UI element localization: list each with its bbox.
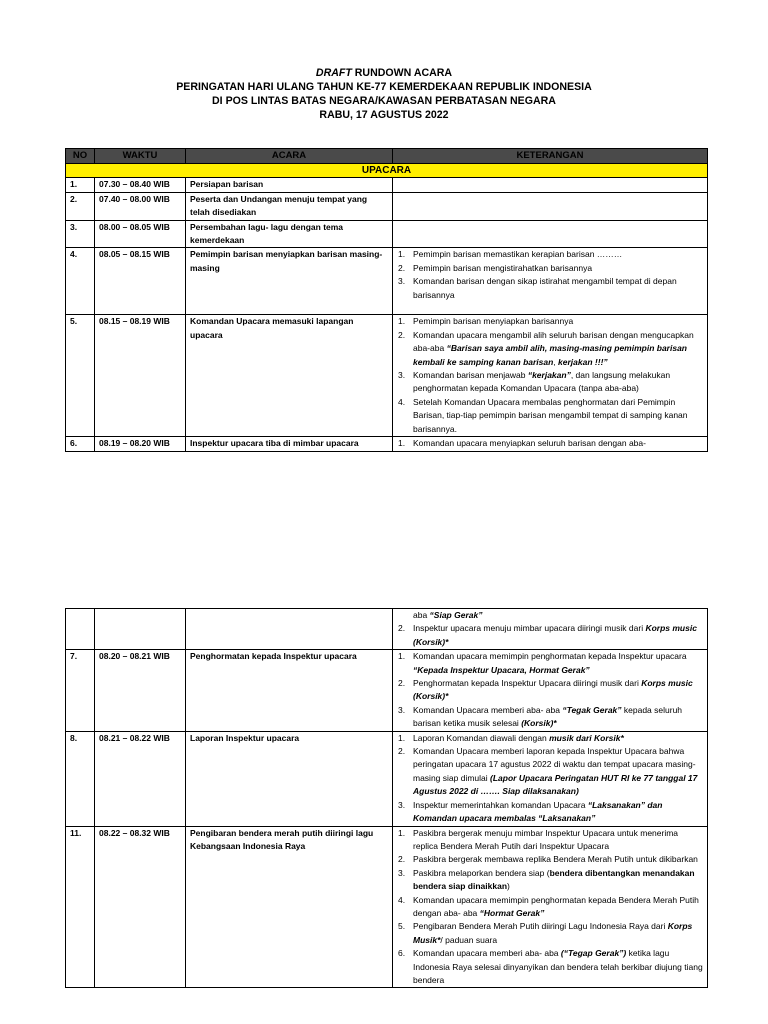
rundown-table-page-2 xyxy=(65,608,708,988)
list-item-text: Paskibra bergerak membawa replika Bendera Merah Putih untuk dikibarkan xyxy=(413,854,698,865)
list-item-text: Setelah Komandan Upacara membalas penghormatan dari Pemimpin Barisan, tiap-tiap pemimpin barisan mengambil tempat di samping kanan barisannya. xyxy=(413,396,688,434)
draft-label: DRAFT xyxy=(315,67,352,79)
row-acara: Pengibaran bendera merah putih diiringi lagu Kebangsaan Indonesia Raya xyxy=(186,826,393,988)
list-item-text: , xyxy=(553,356,559,367)
command-text: (“Tegap Gerak”) xyxy=(560,948,627,959)
list-item: 2. Komandan upacara mengambil alih seluruh barisan dengan mengucapkan aba-aba “Barisan saya ambil alih, masing-masing pemimpin barisan kembali ke samping kanan barisan, kerjakan !!!” xyxy=(398,329,694,367)
row-acara: Peserta dan Undangan menuju tempat yang telah disediakan xyxy=(186,192,393,220)
command-text: (Korsik)* xyxy=(521,718,557,729)
section-row xyxy=(66,164,708,178)
table-row xyxy=(66,315,708,437)
row-no: 3. xyxy=(66,220,95,248)
command-text: Korps music (Korsik)* xyxy=(413,623,697,647)
rundown-table-page-1 xyxy=(65,148,708,452)
column-header-waktu: WAKTU xyxy=(95,149,186,164)
command-text: “Kepada Inspektur Upacara, Hormat Gerak” xyxy=(413,664,590,675)
list-item-text: Pemimpin barisan mengistirahatkan barisannya xyxy=(413,262,593,273)
table-row xyxy=(66,437,708,451)
row-no: 1. xyxy=(66,178,95,192)
list-item-text: Penghormatan kepada Inspektur Upacara diiringi musik dari xyxy=(413,678,642,689)
command-text: “kerjakan” xyxy=(527,370,571,381)
command-text: kerjakan !!!” xyxy=(558,356,608,367)
list-item: 2. Komandan Upacara memberi laporan kepada Inspektur Upacara bahwa peringatan upacara 17 agustus 2022 di waktu dan tempat upacara masing- masing siap dimulai (Lapor Upacara Peringatan HUT RI ke 77 tanggal 17 Agustus 2022 di ……. Siap dilaksanakan) xyxy=(398,746,698,797)
list-item-text: Komandan upacara memimpin penghormatan kepada Inspektur upacara xyxy=(413,651,687,662)
list-item-text: aba xyxy=(413,610,430,620)
list-item-text: Komandan Upacara memberi laporan kepada Inspektur Upacara bahwa peringatan upacara 17 agustus 2022 di waktu dan tempat upacara masing- masing siap dimulai xyxy=(413,746,696,783)
row-keterangan xyxy=(393,220,708,248)
row-waktu: 08.22 – 08.32 WIB xyxy=(95,826,186,988)
document-title xyxy=(0,66,768,122)
row-keterangan xyxy=(393,437,708,451)
row-no: 7. xyxy=(66,650,95,731)
row-keterangan xyxy=(393,609,708,650)
row-keterangan xyxy=(393,248,708,315)
column-header-keterangan: KETERANGAN xyxy=(393,149,708,164)
row-waktu: 08.00 – 08.05 WIB xyxy=(95,220,186,248)
row-waktu: 07.40 – 08.00 WIB xyxy=(95,192,186,220)
table-row xyxy=(66,192,708,220)
row-acara: Penghormatan kepada Inspektur upacara xyxy=(186,650,393,731)
row-acara: Persembahan lagu- lagu dengan tema kemerdekaan xyxy=(186,220,393,248)
row-no: 6. xyxy=(66,437,95,451)
list-item-text: Paskibra melaporkan bendera siap ( xyxy=(413,867,550,878)
row-keterangan xyxy=(393,178,708,192)
list-item: 2. Paskibra bergerak membawa replika Bendera Merah Putih untuk dikibarkan xyxy=(398,854,698,865)
list-item: 3. Komandan barisan menjawab “kerjakan”, dan langsung melakukan penghormatan kepada Komandan Upacara (tanpa aba-aba) xyxy=(398,370,671,394)
list-item: 3. Paskibra melaporkan bendera siap (bendera dibentangkan menandakan bendera siap dinaikkan) xyxy=(398,867,695,892)
table-row xyxy=(66,609,708,650)
list-item: 6. Komandan upacara memberi aba- aba (“Tegap Gerak”) ketika lagu Indonesia Raya selesai dinyanyikan dan bendera telah berkibar diujung tiang bendera xyxy=(398,948,703,985)
list-item: 2. Inspektur upacara menuju mimbar upacara diiringi musik dari Korps music (Korsik)* xyxy=(398,623,697,647)
row-keterangan xyxy=(393,731,708,826)
command-text: “Tegak Gerak” xyxy=(562,704,622,715)
list-item: 4. Komandan upacara memimpin penghormatan kepada Bendera Merah Putih dengan aba- aba “Hormat Gerak” xyxy=(398,894,699,918)
row-no: 8. xyxy=(66,731,95,826)
column-header-no: NO xyxy=(66,149,95,164)
list-item: 3. Komandan barisan dengan sikap istirahat mengambil tempat di depan barisannya xyxy=(398,276,677,300)
row-waktu: 08.20 – 08.21 WIB xyxy=(95,650,186,731)
list-item: 4. Setelah Komandan Upacara membalas penghormatan dari Pemimpin Barisan, tiap-tiap pemimpin barisan mengambil tempat di samping kanan barisannya. xyxy=(398,396,688,434)
command-text: Korps Musik* xyxy=(413,921,693,945)
list-item-text: Komandan barisan menjawab xyxy=(413,370,528,381)
column-header-acara: ACARA xyxy=(186,149,393,164)
list-item: 1. Paskibra bergerak menuju mimbar Inspektur Upacara untuk menerima replica Bendera Merah Putih dari Inspektur Upacara xyxy=(398,827,679,851)
list-item-text: Komandan barisan dengan sikap istirahat mengambil tempat di depan barisannya xyxy=(413,276,677,300)
list-item: 3. Inspektur memerintahkan komandan Upacara “Laksanakan” dan Komandan upacara membalas “Laksanakan” xyxy=(398,799,663,824)
table-row xyxy=(66,731,708,826)
list-item-text: ) xyxy=(507,881,510,892)
title-line-2: PERINGATAN HARI ULANG TAHUN KE-77 KEMERDEKAAN REPUBLIK INDONESIA xyxy=(176,81,592,93)
table-row xyxy=(66,220,708,248)
row-acara: Persiapan barisan xyxy=(186,178,393,192)
list-item xyxy=(397,609,703,622)
row-no: 2. xyxy=(66,192,95,220)
row-waktu: 07.30 – 08.40 WIB xyxy=(95,178,186,192)
row-keterangan xyxy=(393,192,708,220)
row-keterangan xyxy=(393,650,708,731)
table-row xyxy=(66,650,708,731)
list-item: 1. Komandan upacara menyiapkan seluruh barisan dengan aba- xyxy=(398,438,646,449)
list-item: 2. Pemimpin barisan mengistirahatkan barisannya xyxy=(398,262,593,273)
list-item-text: ketika lagu Indonesia Raya selesai dinyanyikan dan bendera telah berkibar diujung tiang bendera xyxy=(413,948,703,985)
row-keterangan xyxy=(393,315,708,437)
list-item-text: Komandan upacara memimpin penghormatan kepada Bendera Merah Putih dengan aba- aba xyxy=(413,894,699,918)
title-line-1: RUNDOWN ACARA xyxy=(351,67,453,79)
row-acara: Komandan Upacara memasuki lapangan upacara xyxy=(186,315,393,437)
row-no: 4. xyxy=(66,248,95,315)
row-no: 11. xyxy=(66,826,95,988)
row-no: 5. xyxy=(66,315,95,437)
table-row xyxy=(66,826,708,988)
list-item-text: Komandan upacara memberi aba- aba xyxy=(413,948,561,959)
row-acara: Inspektur upacara tiba di mimbar upacara xyxy=(186,437,393,451)
row-keterangan xyxy=(393,826,708,988)
list-item-text: Inspektur upacara menuju mimbar upacara diiringi musik dari xyxy=(413,623,646,634)
command-text: Korps music (Korsik)* xyxy=(413,678,693,702)
command-text: “Siap Gerak” xyxy=(429,610,483,620)
list-item-text: Pemimpin barisan menyiapkan barisannya xyxy=(413,316,574,327)
command-text: “Hormat Gerak” xyxy=(479,907,545,918)
row-waktu: 08.19 – 08.20 WIB xyxy=(95,437,186,451)
row-waktu: 08.21 – 08.22 WIB xyxy=(95,731,186,826)
emphasis-text: bendera dibentangkan menandakan bendera siap dinaikkan xyxy=(413,867,695,892)
list-item-text: kepada seluruh barisan ketika musik selesai xyxy=(413,704,683,729)
list-item-text: Komandan upacara mengambil alih seluruh barisan dengan mengucapkan aba-aba xyxy=(413,329,694,354)
list-item-text: / paduan suara xyxy=(440,934,498,945)
list-item-text: Laporan Komandan diawali dengan xyxy=(413,732,550,743)
list-item-text: Pemimpin barisan memastikan kerapian barisan ……… xyxy=(413,249,623,260)
command-text: musik dari Korsik* xyxy=(549,732,624,743)
list-item-text: Inspektur memerintahkan komandan Upacara xyxy=(413,799,588,810)
list-item: 1. Pemimpin barisan memastikan kerapian barisan ……… xyxy=(398,249,623,260)
table-row xyxy=(66,248,708,315)
row-waktu: 08.15 – 08.19 WIB xyxy=(95,315,186,437)
row-waktu: 08.05 – 08.15 WIB xyxy=(95,248,186,315)
list-item-text: , dan langsung melakukan penghormatan kepada Komandan Upacara (tanpa aba-aba) xyxy=(413,370,671,394)
list-item: 1. Pemimpin barisan menyiapkan barisannya xyxy=(398,316,574,327)
row-acara: Pemimpin barisan menyiapkan barisan masing-masing xyxy=(186,248,393,315)
table-header-row xyxy=(66,149,708,164)
list-item: 2. Penghormatan kepada Inspektur Upacara diiringi musik dari Korps music (Korsik)* xyxy=(398,678,693,702)
list-item-text: Paskibra bergerak menuju mimbar Inspektur Upacara untuk menerima replica Bendera Merah Putih dari Inspektur Upacara xyxy=(413,827,679,851)
title-line-3: DI POS LINTAS BATAS NEGARA/KAWASAN PERBATASAN NEGARA xyxy=(212,95,556,107)
row-acara: Laporan Inspektur upacara xyxy=(186,731,393,826)
list-item: 3. Komandan Upacara memberi aba- aba “Tegak Gerak” kepada seluruh barisan ketika musik selesai (Korsik)* xyxy=(398,704,683,729)
command-text: “Barisan saya ambil alih, masing-masing pemimpin barisan kembali ke samping kanan barisan xyxy=(413,343,688,367)
list-item: 1. Komandan upacara memimpin penghormatan kepada Inspektur upacara “Kepada Inspektur Upacara, Hormat Gerak” xyxy=(398,651,687,675)
command-text: (Lapor Upacara Peringatan HUT RI ke 77 tanggal 17 Agustus 2022 di ……. Siap dilaksanakan) xyxy=(413,772,698,797)
table-row xyxy=(66,178,708,192)
list-item-text: Komandan upacara menyiapkan seluruh barisan dengan aba- xyxy=(413,438,646,449)
list-item-text: Pengibaran Bendera Merah Putih diiringi Lagu Indonesia Raya dari xyxy=(413,921,668,932)
command-text: “Laksanakan” dan Komandan upacara membalas “Laksanakan” xyxy=(413,799,663,824)
list-item: 5. Pengibaran Bendera Merah Putih diiringi Lagu Indonesia Raya dari Korps Musik*/ paduan suara xyxy=(398,921,693,945)
title-line-4: RABU, 17 AGUSTUS 2022 xyxy=(319,109,449,121)
section-label: UPACARA xyxy=(66,164,708,178)
list-item: 1. Laporan Komandan diawali dengan musik dari Korsik* xyxy=(398,732,624,743)
list-item-text: Komandan Upacara memberi aba- aba xyxy=(413,704,563,715)
